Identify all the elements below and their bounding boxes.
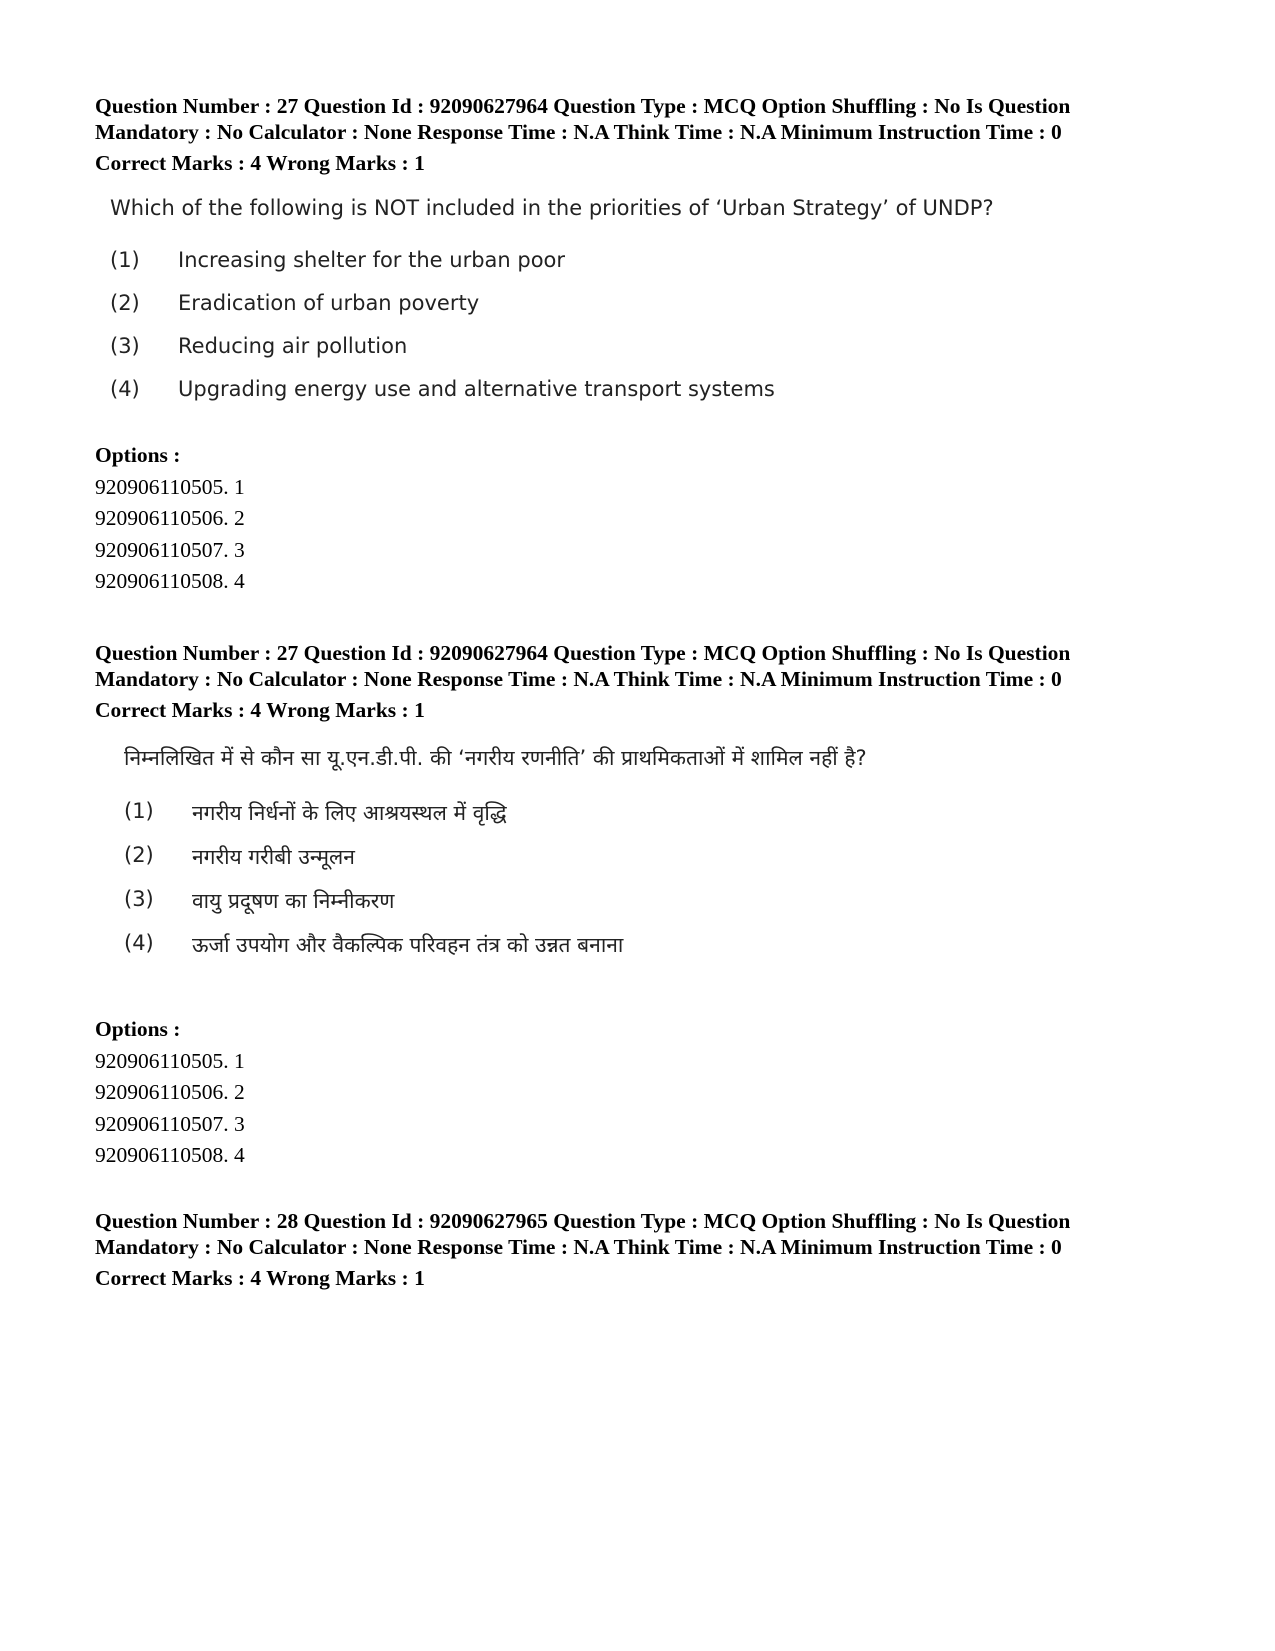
question-header-1 bbox=[95, 93, 1195, 176]
option-row: 920906110507. 3 bbox=[95, 537, 245, 562]
choice-text: Reducing air pollution bbox=[178, 334, 408, 358]
question-header-2 bbox=[95, 640, 1195, 723]
question-marks-line: Correct Marks : 4 Wrong Marks : 1 bbox=[95, 1266, 425, 1290]
option-row: 920906110507. 3 bbox=[95, 1111, 245, 1136]
question-meta-line-2: Mandatory : No Calculator : None Response Time : N.A Think Time : N.A Minimum Instruction Time : 0 bbox=[95, 1235, 1062, 1259]
choice-number: (1) bbox=[110, 248, 140, 272]
choice-text: Increasing shelter for the urban poor bbox=[178, 248, 566, 272]
choice-number: (3) bbox=[110, 334, 140, 358]
question-header-3 bbox=[95, 1208, 1195, 1291]
question-meta-line-2: Mandatory : No Calculator : None Response Time : N.A Think Time : N.A Minimum Instruction Time : 0 bbox=[95, 120, 1062, 144]
option-row: 920906110506. 2 bbox=[95, 1080, 245, 1104]
question-marks-line: Correct Marks : 4 Wrong Marks : 1 bbox=[95, 698, 425, 722]
question-marks-line: Correct Marks : 4 Wrong Marks : 1 bbox=[95, 151, 425, 175]
options-heading: Options : bbox=[95, 1017, 181, 1041]
question-meta-line-1: Question Number : 28 Question Id : 92090627965 Question Type : MCQ Option Shuffling : No Is Question bbox=[95, 1209, 1071, 1233]
question-meta-line-2: Mandatory : No Calculator : None Response Time : N.A Think Time : N.A Minimum Instruction Time : 0 bbox=[95, 667, 1062, 691]
choice-number: (2) bbox=[110, 291, 140, 315]
choice-text: नगरीय गरीबी उन्मूलन bbox=[192, 845, 355, 869]
choice-number: (4) bbox=[110, 377, 140, 401]
option-row: 920906110505. 1 bbox=[95, 474, 245, 499]
option-row: 920906110505. 1 bbox=[95, 1048, 245, 1073]
choice-text: Upgrading energy use and alternative transport systems bbox=[178, 377, 775, 401]
options-list-1 bbox=[95, 440, 245, 598]
question-image-english bbox=[110, 196, 994, 411]
choice-number: (4) bbox=[124, 931, 154, 955]
question-meta-line-1: Question Number : 27 Question Id : 92090627964 Question Type : MCQ Option Shuffling : No Is Question bbox=[95, 94, 1071, 118]
question-image-hindi bbox=[124, 744, 1004, 974]
option-row: 920906110506. 2 bbox=[95, 506, 245, 530]
question-stem: Which of the following is NOT included in the priorities of ‘Urban Strategy’ of UNDP? bbox=[110, 196, 994, 220]
choice-text: ऊर्जा उपयोग और वैकल्पिक परिवहन तंत्र को उन्नत बनाना bbox=[192, 933, 624, 957]
options-heading: Options : bbox=[95, 443, 181, 467]
choice-number: (1) bbox=[124, 799, 154, 823]
options-list-2 bbox=[95, 1014, 245, 1172]
question-meta-line-1: Question Number : 27 Question Id : 92090627964 Question Type : MCQ Option Shuffling : No Is Question bbox=[95, 641, 1071, 665]
option-row: 920906110508. 4 bbox=[95, 1143, 245, 1167]
choice-text: वायु प्रदूषण का निम्नीकरण bbox=[192, 889, 395, 913]
choice-number: (2) bbox=[124, 843, 154, 867]
choice-text: नगरीय निर्धनों के लिए आश्रयस्थल में वृद्धि bbox=[192, 801, 507, 825]
choice-number: (3) bbox=[124, 887, 154, 911]
question-stem: निम्नलिखित में से कौन सा यू.एन.डी.पी. की ‘नगरीय रणनीति’ की प्राथमिकताओं में शामिल नहीं है? bbox=[124, 746, 867, 770]
choice-text: Eradication of urban poverty bbox=[178, 291, 480, 315]
option-row: 920906110508. 4 bbox=[95, 569, 245, 593]
